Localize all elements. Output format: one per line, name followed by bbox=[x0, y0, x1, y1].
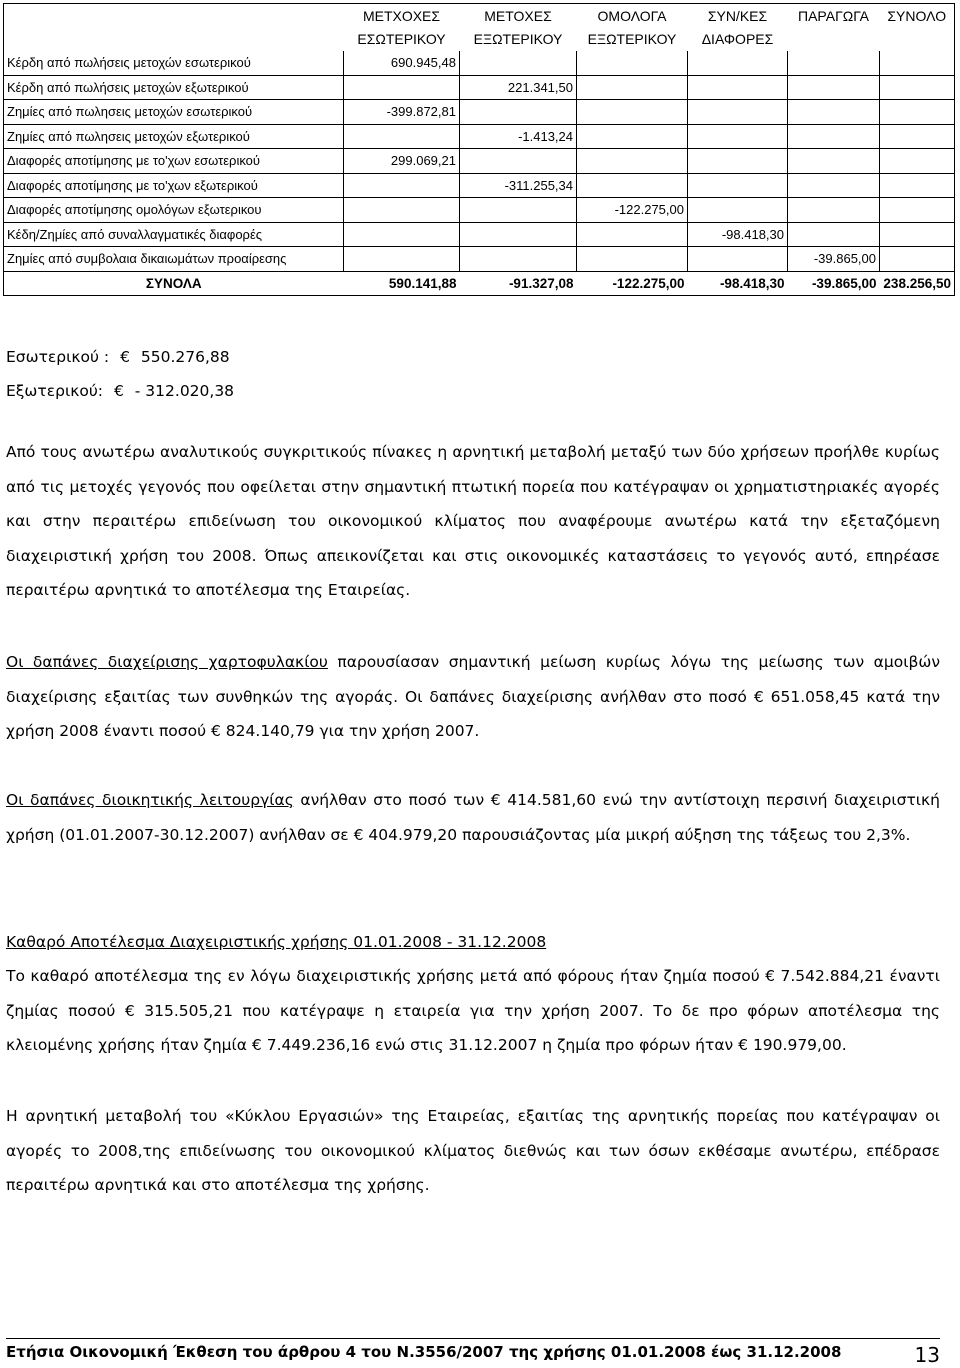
paragraph-portfolio-expenses bbox=[6, 645, 940, 749]
summary-foreign-value: - 312.020,38 bbox=[134, 382, 235, 400]
row-value bbox=[880, 75, 955, 100]
table-row bbox=[4, 247, 955, 272]
row-value bbox=[880, 247, 955, 272]
row-label: Ζημίες από πωλησεις μετοχών εξωτερικού bbox=[4, 124, 344, 149]
text-span: 315.505,21 που κατέγραψε η εταιρεία για την χρήση 2007. Το δε προ φόρων αποτέλεσμα της κλειομένης χρήσης ήταν ζημία bbox=[6, 1001, 940, 1055]
page-footer bbox=[6, 1338, 940, 1367]
row-label: Κέρδη από πωλήσεις μετοχών εσωτερικού bbox=[4, 51, 344, 75]
row-label: Κέρδη από πωλήσεις μετοχών εξωτερικού bbox=[4, 75, 344, 100]
footer-title: Ετήσια Οικονομική Έκθεση του άρθρου 4 του Ν.3556/2007 της χρήσης 01.01.2008 έως 31.12.2008 bbox=[6, 1343, 842, 1361]
text-span: 651.058,45 κατά την χρήση 2008 έναντι ποσού bbox=[6, 687, 940, 741]
row-value bbox=[880, 100, 955, 125]
row-label: Κέδη/Ζημίες από συναλλαγματικές διαφορές bbox=[4, 222, 344, 247]
row-value: 690.945,48 bbox=[344, 51, 460, 75]
row-value bbox=[577, 75, 688, 100]
row-value bbox=[344, 173, 460, 198]
table-row bbox=[4, 124, 955, 149]
summary-domestic bbox=[6, 340, 230, 374]
header-cell: ΜΕΤΟΧΕΣ bbox=[460, 4, 577, 28]
row-value: 299.069,21 bbox=[344, 149, 460, 174]
row-value bbox=[577, 149, 688, 174]
row-value bbox=[880, 222, 955, 247]
row-value bbox=[460, 149, 577, 174]
row-value: -311.255,34 bbox=[460, 173, 577, 198]
row-value bbox=[344, 124, 460, 149]
euro-icon: € bbox=[251, 1036, 262, 1055]
header-cell: ΠΑΡΑΓΩΓΑ bbox=[788, 4, 880, 28]
text-span: 7.449.236,16 ενώ στις 31.12.2007 η ζημία προ φόρων ήταν bbox=[261, 1036, 739, 1055]
row-value bbox=[788, 149, 880, 174]
row-value bbox=[344, 222, 460, 247]
text-span: 190.979,00. bbox=[748, 1036, 847, 1055]
text-span: 404.979,20 παρουσιάζοντας μία μικρή αύξηση της τάξεως του 2,3%. bbox=[363, 825, 911, 844]
row-value bbox=[577, 247, 688, 272]
paragraph-analysis: Από τους ανωτέρω αναλυτικούς συγκριτικούς πίνακες η αρνητική μεταβολή μεταξύ των δύο χρήσεων προήλθε κυρίως από τις μετοχές γεγονός που οφείλεται στην σημαντική πτωτική πορεία που κατέγραψαν οι χρηματιστηριακές αγορές και στην περαιτέρω επιδείνωση του οικονομικού κλίματος που αναφέρουμε ανωτέρω κατά την εξεταζόμενη διαχειριστική χρήση του 2008. Όπως απεικονίζεται και στις οικονομικές καταστάσεις το γεγονός αυτό, επηρέασε περαιτέρω αρνητικά το αποτέλεσμα της Εταιρείας. bbox=[6, 443, 940, 600]
euro-icon: € bbox=[124, 1001, 135, 1020]
row-value bbox=[577, 100, 688, 125]
row-value bbox=[788, 222, 880, 247]
table-row bbox=[4, 173, 955, 198]
row-label: Διαφορές αποτίμησης με το'χων εξωτερικού bbox=[4, 173, 344, 198]
table-header-row-2 bbox=[4, 28, 955, 52]
total-value: -98.418,30 bbox=[688, 271, 788, 296]
row-value bbox=[688, 198, 788, 223]
text-span: Το καθαρό αποτέλεσμα της εν λόγω διαχειριστικής χρήσης μετά από φόρους ήταν ζημία ποσού bbox=[6, 967, 766, 985]
summary-domestic-value: 550.276,88 bbox=[140, 348, 230, 366]
row-label: Ζημίες από πωλησεις μετοχών εσωτερικού bbox=[4, 100, 344, 125]
row-value bbox=[880, 149, 955, 174]
row-value bbox=[788, 51, 880, 75]
total-value: -91.327,08 bbox=[460, 271, 577, 296]
table-row bbox=[4, 100, 955, 125]
row-value bbox=[880, 51, 955, 75]
total-value: 238.256,50 bbox=[880, 271, 955, 296]
row-label: Ζημίες από συμβολαια δικαιωμάτων προαίρεσης bbox=[4, 247, 344, 272]
portfolio-expenses-heading: Οι δαπάνες διαχείρισης χαρτοφυλακίου bbox=[6, 653, 328, 671]
text-span: 414.581,60 ενώ την αντίστοιχη περσινή διαχειριστική χρήση (01.01.2007-30.12.2007) ανήλθαν σε bbox=[6, 791, 940, 844]
row-value bbox=[460, 100, 577, 125]
header-cell: ΕΞΩΤΕΡΙΚΟΥ bbox=[473, 31, 563, 48]
header-cell: ΜΕΤΧΟΧΕΣ bbox=[344, 4, 460, 28]
row-value bbox=[688, 124, 788, 149]
row-value bbox=[460, 247, 577, 272]
table-row bbox=[4, 149, 955, 174]
euro-icon: € bbox=[353, 825, 364, 844]
row-value: -122.275,00 bbox=[577, 198, 688, 223]
header-cell: ΟΜΟΛΟΓΑ bbox=[577, 4, 688, 28]
row-value bbox=[460, 198, 577, 223]
row-value bbox=[788, 124, 880, 149]
header-cell: ΣΥΝ/ΚΕΣ bbox=[688, 4, 788, 28]
summary-domestic-label: Εσωτερικού : bbox=[6, 348, 110, 366]
text-span: παρουσίασαν σημαντική μείωση κυρίως λόγω της μείωσης των αμοιβών διαχείρισης εξαιτίας των συνθηκών της αγοράς. Οι δαπάνες διαχείρισης ανήλθαν στο ποσό bbox=[6, 653, 940, 706]
header-cell: ΕΣΩΤΕΡΙΚΟΥ bbox=[357, 31, 446, 48]
row-value bbox=[577, 173, 688, 198]
euro-icon: € bbox=[753, 687, 764, 706]
text-span: ανήλθαν στο ποσό των bbox=[293, 791, 491, 809]
row-label: Διαφορές αποτίμησης με το'χων εσωτερικού bbox=[4, 149, 344, 174]
table-row bbox=[4, 198, 955, 223]
total-value: 590.141,88 bbox=[344, 271, 460, 296]
row-value bbox=[577, 124, 688, 149]
net-result-heading: Καθαρό Αποτέλεσμα Διαχειριστικής χρήσης 01.01.2008 - 31.12.2008 bbox=[6, 933, 547, 951]
table-header-row-1 bbox=[4, 4, 955, 28]
admin-expenses-heading: Οι δαπάνες διοικητικής λειτουργίας bbox=[6, 791, 294, 809]
paragraph-admin-expenses bbox=[6, 783, 940, 852]
euro-icon: € bbox=[120, 348, 130, 366]
row-value bbox=[688, 173, 788, 198]
euro-icon: € bbox=[765, 967, 776, 985]
row-value bbox=[688, 100, 788, 125]
header-cell bbox=[4, 28, 344, 52]
euro-icon: € bbox=[490, 791, 501, 809]
row-value bbox=[344, 75, 460, 100]
row-value bbox=[460, 51, 577, 75]
row-label: Διαφορές αποτίμησης ομολόγων εξωτερικου bbox=[4, 198, 344, 223]
header-cell: ΣΥΝΟΛΟ bbox=[880, 4, 955, 28]
text-span: 7.542.884,21 έναντι ζημίας ποσού bbox=[6, 967, 940, 1020]
header-cell bbox=[880, 28, 955, 52]
row-value bbox=[788, 173, 880, 198]
page-number: 13 bbox=[914, 1343, 940, 1367]
row-value: -399.872,81 bbox=[344, 100, 460, 125]
row-value: 221.341,50 bbox=[460, 75, 577, 100]
row-value bbox=[688, 247, 788, 272]
summary-foreign bbox=[6, 374, 234, 408]
euro-icon: € bbox=[211, 722, 221, 741]
header-cell bbox=[788, 28, 880, 52]
row-value bbox=[688, 51, 788, 75]
row-value: -98.418,30 bbox=[688, 222, 788, 247]
row-value bbox=[788, 75, 880, 100]
table-row bbox=[4, 222, 955, 247]
row-value bbox=[577, 51, 688, 75]
text-span: 824.140,79 για την χρήση 2007. bbox=[220, 722, 480, 741]
table-row bbox=[4, 51, 955, 75]
table-row bbox=[4, 75, 955, 100]
row-value bbox=[788, 198, 880, 223]
total-value: -39.865,00 bbox=[788, 271, 880, 296]
table-total-row bbox=[4, 271, 955, 296]
header-cell bbox=[4, 4, 344, 28]
row-value bbox=[344, 247, 460, 272]
row-value bbox=[880, 124, 955, 149]
paragraph-turnover: Η αρνητική μεταβολή του «Κύκλου Εργασιών» της Εταιρείας, εξαιτίας της αρνητικής πορείας που κατέγραψαν οι αγορές το 2008,της επιδείνωσης του οικονομικού κλίματος διεθνώς και των όσων εκθέσαμε ανωτέρω, επέδρασε περαιτέρω αρνητικά και στο αποτέλεσμα της χρήσης. bbox=[6, 1107, 940, 1195]
row-value bbox=[460, 222, 577, 247]
header-cell: ΔΙΑΦΟΡΕΣ bbox=[701, 31, 774, 48]
euro-icon: € bbox=[113, 382, 124, 400]
paragraph-net-result bbox=[6, 959, 940, 1063]
euro-icon: € bbox=[738, 1036, 749, 1055]
results-table bbox=[3, 3, 955, 296]
row-value bbox=[788, 100, 880, 125]
total-value: -122.275,00 bbox=[577, 271, 688, 296]
summary-foreign-label: Εξωτερικού: bbox=[6, 382, 104, 400]
row-value: -39.865,00 bbox=[788, 247, 880, 272]
header-cell: ΕΞΩΤΕΡΙΚΟΥ bbox=[587, 31, 677, 48]
row-value bbox=[344, 198, 460, 223]
row-value bbox=[880, 198, 955, 223]
row-value bbox=[688, 75, 788, 100]
total-label: ΣΥΝΟΛΑ bbox=[4, 271, 344, 296]
row-value: -1.413,24 bbox=[460, 124, 577, 149]
row-value bbox=[577, 222, 688, 247]
row-value bbox=[688, 149, 788, 174]
row-value bbox=[880, 173, 955, 198]
